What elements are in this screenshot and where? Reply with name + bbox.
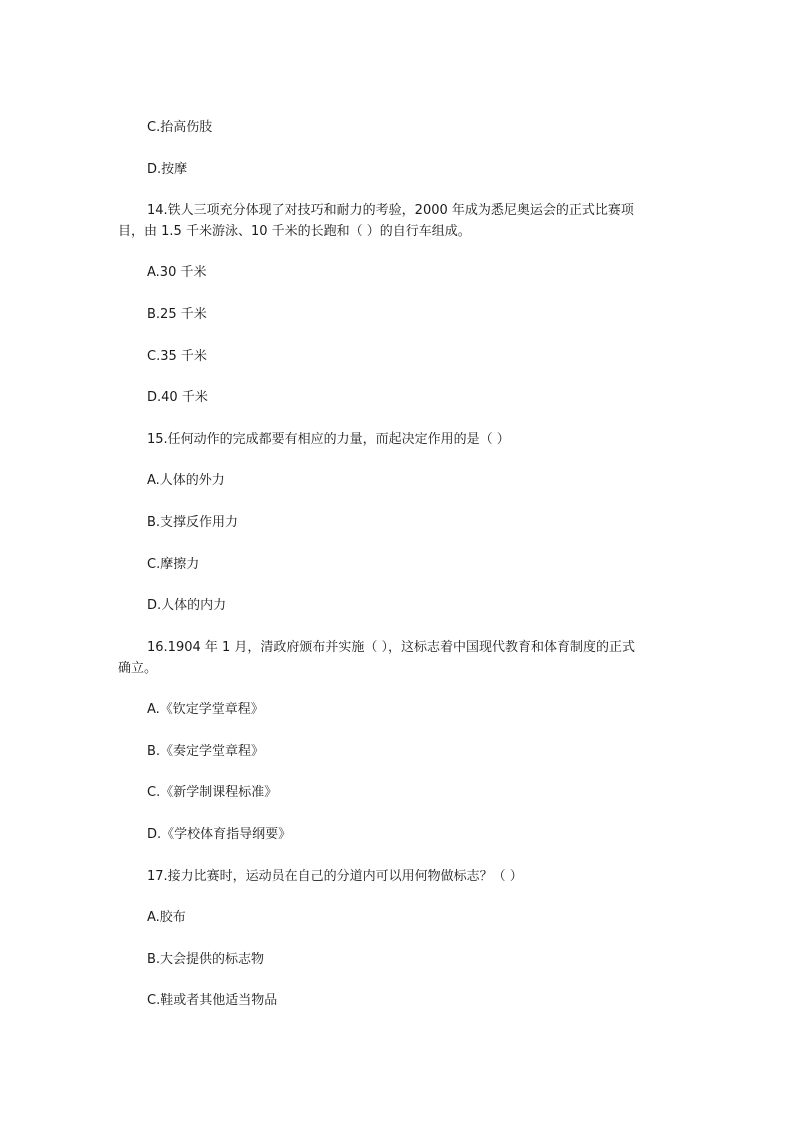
question-14-option-a: A.30 千米 [147, 265, 207, 280]
question-17: 17.接力比赛时，运动员在自己的分道内可以用何物做标志？（ ） [147, 869, 523, 884]
question-17-option-c: C.鞋或者其他适当物品 [147, 993, 278, 1008]
question-17-option-a: A.胶布 [147, 910, 186, 925]
question-14-option-c: C.35 千米 [147, 349, 207, 364]
question-16-option-d: D.《学校体育指导纲要》 [147, 827, 292, 842]
question-16-option-c: C.《新学制课程标准》 [147, 785, 278, 800]
question-14-option-b: B.25 千米 [147, 307, 207, 322]
option-d-massage: D.按摩 [147, 162, 188, 177]
option-c-elevate-limb: C.抬高伤肢 [147, 120, 213, 135]
question-14-line-1: 14.铁人三项充分体现了对技巧和耐力的考验，2000 年成为悉尼奥运会的正式比赛项 [147, 203, 634, 218]
question-15-option-d: D.人体的内力 [147, 598, 227, 613]
question-16-line-1: 16.1904 年 1 月，清政府颁布并实施（ ），这标志着中国现代教育和体育制度的正式 [147, 640, 636, 655]
question-16-line-2: 确立。 [118, 661, 158, 676]
question-15-option-c: C.摩擦力 [147, 557, 200, 572]
question-15-option-a: A.人体的外力 [147, 473, 225, 488]
question-16-option-a: A.《钦定学堂章程》 [147, 702, 264, 717]
question-16-option-b: B.《奏定学堂章程》 [147, 744, 265, 759]
question-14-option-d: D.40 千米 [147, 390, 208, 405]
question-15-option-b: B.支撑反作用力 [147, 515, 239, 530]
question-17-option-b: B.大会提供的标志物 [147, 952, 265, 967]
question-14-line-2: 目，由 1.5 千米游泳、10 千米的长跑和（ ）的自行车组成。 [118, 224, 471, 239]
question-15: 15.任何动作的完成都要有相应的力量，而起决定作用的是（ ） [147, 432, 510, 447]
